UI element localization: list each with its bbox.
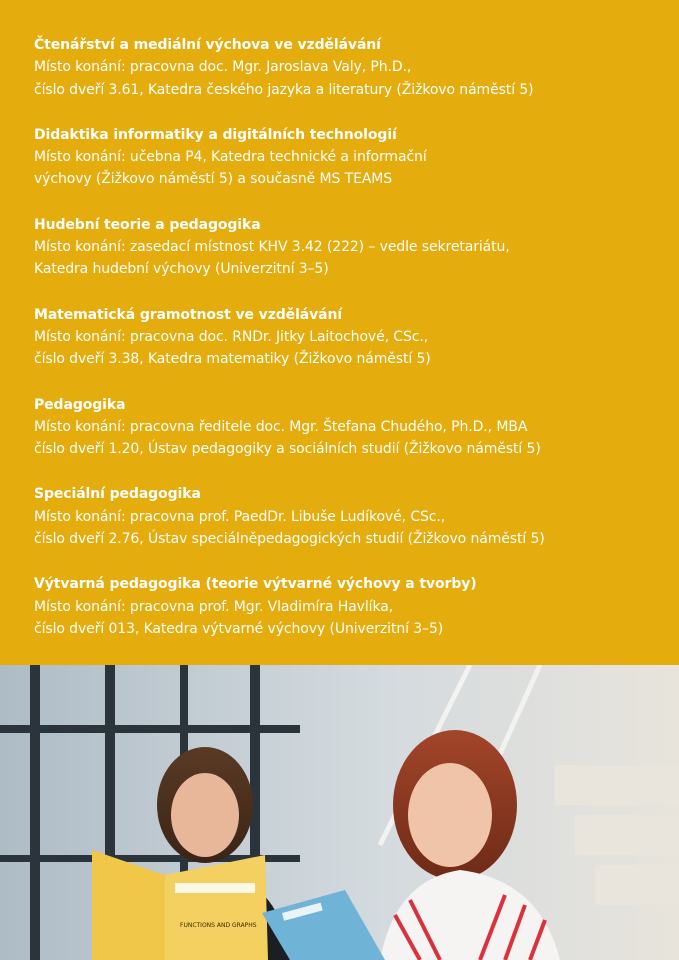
- program-location: Místo konání: učebna P4, Katedra technické a informační: [34, 149, 427, 166]
- program-location: Místo konání: pracovna prof. PaedDr. Libuše Ludíkové, CSc.,: [34, 508, 446, 525]
- program-address: číslo dveří 3.61, Katedra českého jazyka a literatury (Žižkovo náměstí 5): [34, 81, 534, 98]
- program-address: číslo dveří 3.38, Katedra matematiky (Žižkovo náměstí 5): [34, 351, 431, 368]
- program-address: Katedra hudební výchovy (Univerzitní 3–5): [34, 261, 329, 278]
- program-entry: [34, 304, 654, 371]
- program-location: Místo konání: pracovna prof. Mgr. Vladimíra Havlíka,: [34, 598, 394, 615]
- program-entry: [34, 34, 654, 101]
- program-entry: [34, 394, 654, 461]
- program-title: Matematická gramotnost ve vzdělávání: [34, 306, 343, 323]
- program-location: Místo konání: pracovna ředitele doc. Mgr. Štefana Chudého, Ph.D., MBA: [34, 418, 528, 435]
- program-address: výchovy (Žižkovo náměstí 5) a současně MS TEAMS: [34, 171, 393, 188]
- program-title: Hudební teorie a pedagogika: [34, 216, 261, 233]
- program-location: Místo konání: pracovna doc. RNDr. Jitky Laitochové, CSc.,: [34, 328, 429, 345]
- program-entry: [34, 483, 654, 550]
- program-address: číslo dveří 2.76, Ústav speciálněpedagogických studií (Žižkovo náměstí 5): [34, 531, 545, 548]
- program-title: Speciální pedagogika: [34, 486, 201, 503]
- program-entry: [34, 124, 654, 191]
- program-title: Výtvarná pedagogika (teorie výtvarné výchovy a tvorby): [34, 576, 477, 593]
- program-location: Místo konání: zasedací místnost KHV 3.42 (222) – vedle sekretariátu,: [34, 239, 510, 256]
- program-entry: [34, 573, 654, 640]
- program-title: Čtenářství a mediální výchova ve vzdělávání: [34, 37, 381, 53]
- students-photo-illustration: [0, 665, 679, 960]
- program-location: Místo konání: pracovna doc. Mgr. Jaroslava Valy, Ph.D.,: [34, 59, 412, 76]
- program-list: [34, 34, 654, 663]
- program-address: číslo dveří 013, Katedra výtvarné výchovy (Univerzitní 3–5): [34, 620, 444, 637]
- program-title: Didaktika informatiky a digitálních technologií: [34, 126, 397, 143]
- program-address: číslo dveří 1.20, Ústav pedagogiky a sociálních studií (Žižkovo náměstí 5): [34, 441, 541, 458]
- students-photo: [0, 665, 679, 960]
- booklet-title: FUNCTIONS AND GRAPHS: [180, 922, 257, 929]
- program-entry: [34, 214, 654, 281]
- program-title: Pedagogika: [34, 396, 126, 413]
